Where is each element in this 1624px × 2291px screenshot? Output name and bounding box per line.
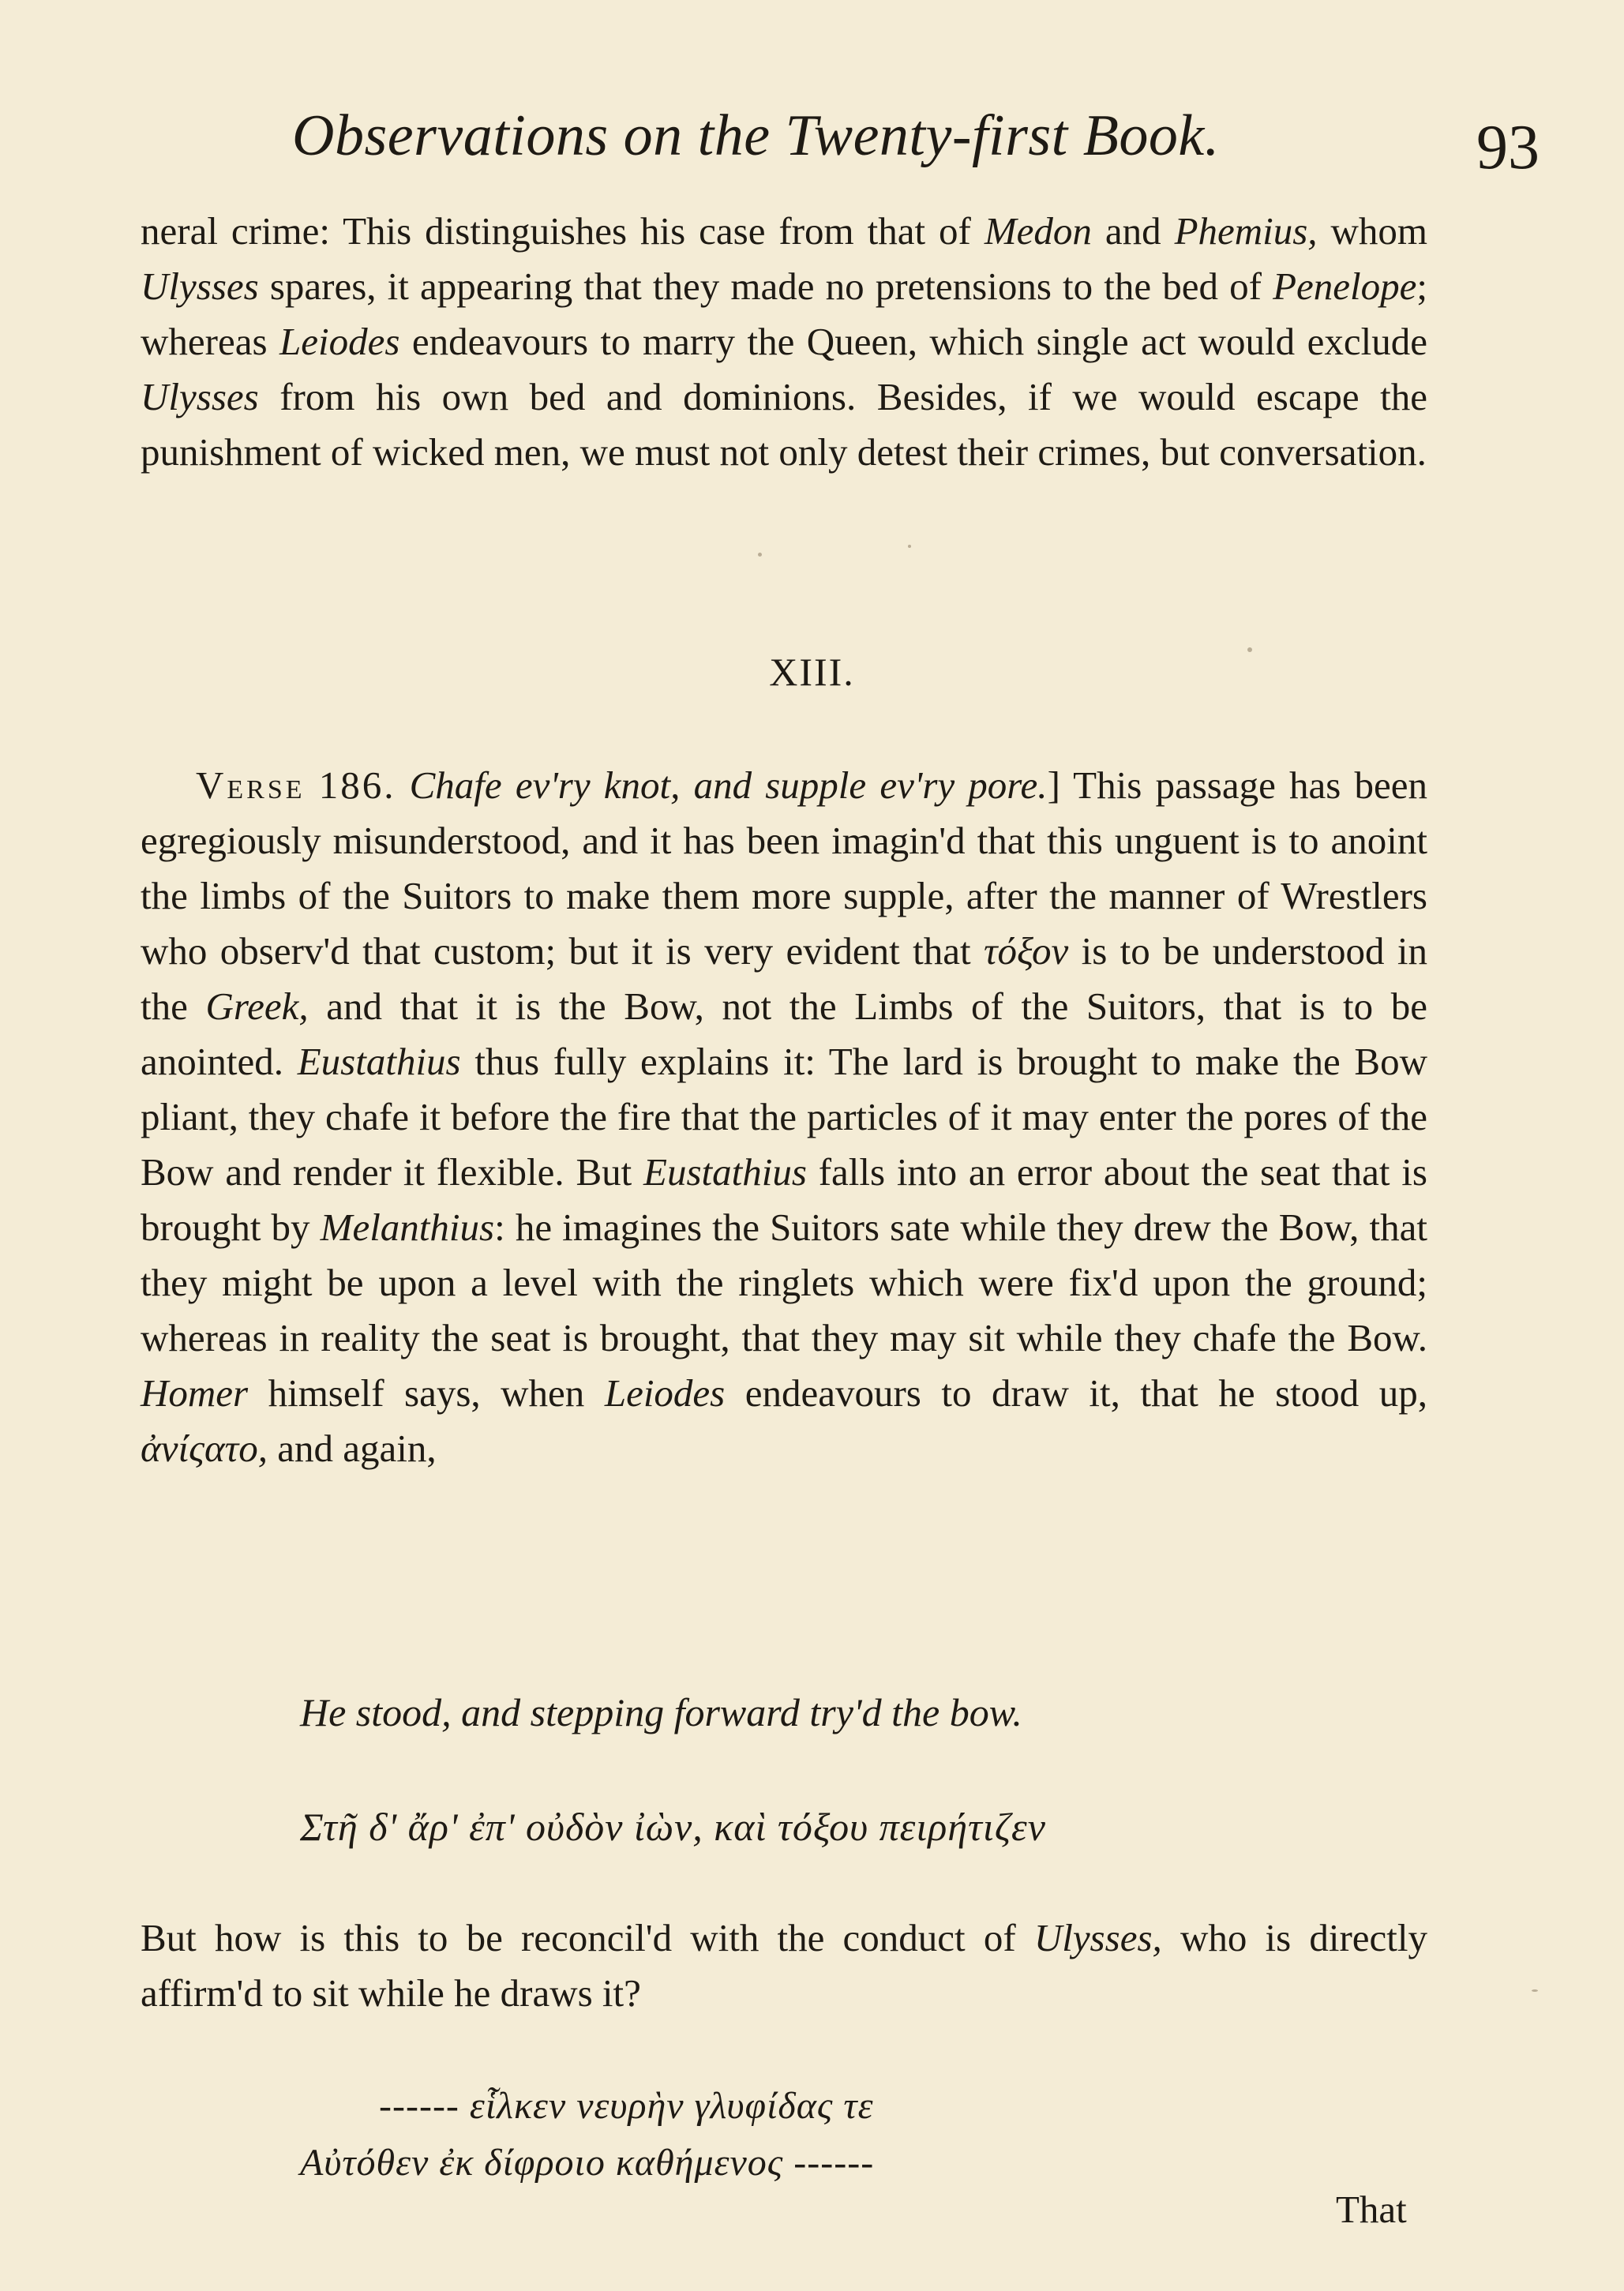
text-run: : he imagines the Suitors sate while they drew the Bow, that they might be upon a level with the ringlets which were fix'd upon the ground; whereas in reality the seat is brought, that they may sit while they chafe the Bow. <box>141 1205 1427 1359</box>
quote-english: He stood, and stepping forward try'd the bow. <box>300 1690 1022 1734</box>
text-run: himself says, when <box>248 1371 605 1415</box>
name-ulysses: Ulysses <box>141 264 259 308</box>
text-run: and <box>1091 209 1175 253</box>
name-ulysses: Ulysses <box>141 375 259 418</box>
name-phemius: Phemius, <box>1174 209 1318 253</box>
verse-label: Verse <box>196 763 306 807</box>
greek-verse-line-2: Αὐτόθεν ἐκ δίφροιο καθήμενος ------ <box>300 2142 875 2184</box>
catchword: That <box>1336 2188 1407 2231</box>
text-run: But how is this to be reconcil'd with the conduct of <box>141 1916 1034 1959</box>
text-run: endeavours to draw it, that he stood up, <box>725 1371 1427 1415</box>
paper-speck <box>1532 1989 1538 1992</box>
running-title: Observations on the Twenty-first Book. <box>292 103 1220 168</box>
text-run: neral crime: This distinguishes his case from that of <box>141 209 985 253</box>
name-eustathius: Eustathius <box>297 1040 461 1083</box>
lemma-bracket: ] <box>1047 763 1060 807</box>
word-greek: Greek, <box>205 984 309 1028</box>
verse-lemma: Chafe ev'ry knot, and supple ev'ry pore. <box>409 763 1048 807</box>
name-penelope: Penelope <box>1273 264 1417 308</box>
text-run: endeavours to marry the Queen, which single act would exclude <box>399 320 1427 363</box>
greek-word: τόξον <box>984 929 1069 973</box>
verse-number: 186. <box>318 763 396 807</box>
text-run: spares, it appearing that they made no pretensions to the bed of <box>258 264 1273 308</box>
text-run: and that it is the Bow, not the Limbs of the Suitors, that is to be anointed. <box>141 984 1427 1083</box>
text-run: ; whereas <box>141 264 1427 363</box>
paragraph-3 <box>141 1910 1427 2021</box>
name-homer: Homer <box>141 1371 249 1415</box>
greek-verse-line-1: ------ εἷλκεν νευρὴν γλυφίδας τε <box>379 2085 874 2127</box>
paper-speck <box>1247 647 1252 652</box>
running-head <box>0 103 1624 189</box>
paragraph-2 <box>141 758 1427 1476</box>
paper-speck <box>758 553 762 557</box>
text-run: from his own bed and dominions. Besides, if we would escape the punishment of wicked men, we must not only detest their crimes, but conversation. <box>141 375 1427 474</box>
greek-word: ἀνίςατο, <box>141 1427 268 1470</box>
name-eustathius: Eustathius <box>643 1150 807 1194</box>
section-heading: XIII. <box>769 650 855 694</box>
name-medon: Medon <box>984 209 1092 253</box>
page-number: 93 <box>1476 113 1540 182</box>
text-run: whom <box>1317 209 1428 253</box>
text-run: is to be understood in the <box>141 929 1427 1028</box>
name-melanthius: Melanthius <box>320 1205 495 1249</box>
name-leiodes: Leiodes <box>279 320 400 363</box>
paper-speck <box>908 545 911 548</box>
text-run: falls into an error about the seat that is brought by <box>141 1150 1427 1249</box>
text-run: and again, <box>267 1427 437 1470</box>
paragraph-1 <box>141 204 1427 480</box>
name-leiodes: Leiodes <box>604 1371 726 1415</box>
text-run: thus fully explains it: The lard is brought to make the Bow pliant, they chafe it before the fire that the particles of it may enter the pores of the Bow and render it flexible. But <box>141 1040 1428 1194</box>
text-run: This passage has been egregiously misunderstood, and it has been imagin'd that this unguent is to anoint the limbs of the Suitors to make them more supple, after the manner of Wrestlers who observ'd that custom; but it is very evident that <box>141 763 1427 973</box>
text-run: who is directly affirm'd to sit while he draws it? <box>141 1916 1427 2015</box>
quote-greek: Στῆ δ' ἄρ' ἐπ' οὐδὸν ἰὼν, καὶ τόξου πειρήτιζεν <box>300 1805 1046 1849</box>
name-ulysses: Ulysses, <box>1033 1916 1162 1959</box>
